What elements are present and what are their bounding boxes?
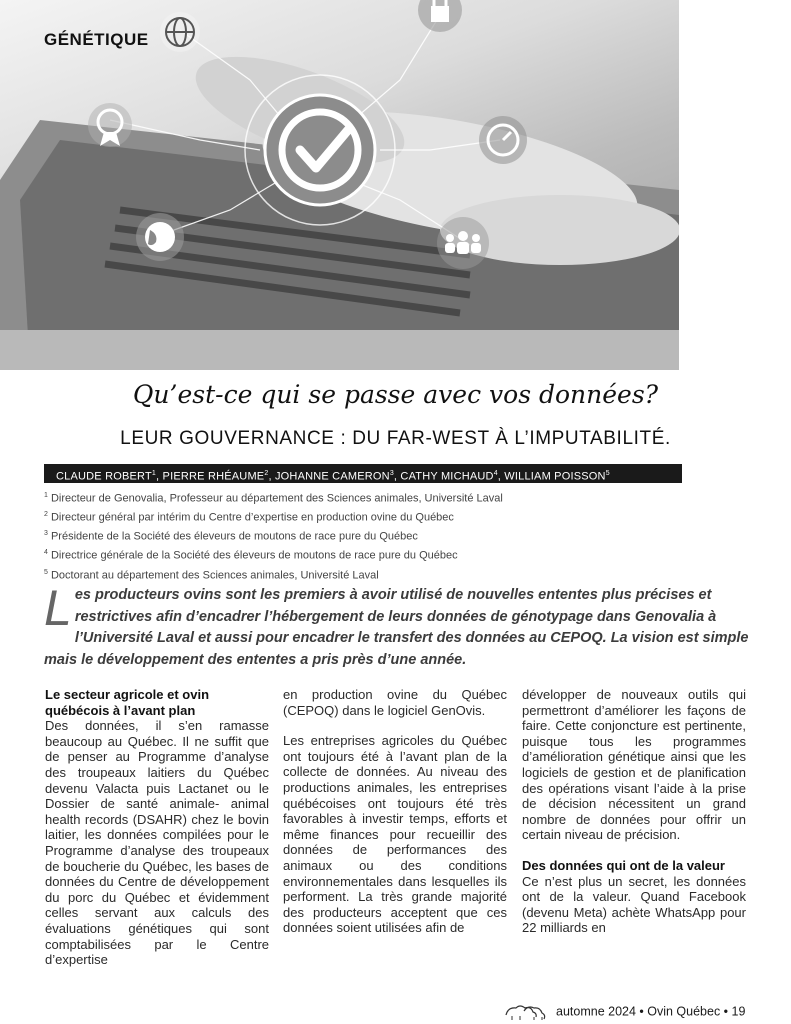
earth-icon: [136, 213, 184, 261]
author-sup: 5: [605, 470, 610, 477]
author-name: CLAUDE ROBERT: [56, 470, 152, 483]
column-1: [45, 687, 269, 968]
affiliation-line: $^2$ Directeur général par intérim du Centre d’expertise en production ovine du Québec: [44, 511, 454, 524]
clock-icon: [479, 116, 527, 164]
badge-icon: [88, 103, 132, 147]
lock-icon: [418, 0, 462, 32]
author-name: JOHANNE CAMERON: [274, 470, 390, 483]
people-icon: [437, 217, 489, 269]
column-3: [522, 687, 746, 936]
section-heading: Le secteur agricole et ovin québécois à l’avant plan: [45, 687, 210, 718]
sheep-logo-icon: [504, 1003, 552, 1021]
body-paragraph: développer de nouveaux outils qui permettront d’améliorer les façons de faire. Cette conjoncture est pertinente, puisque tous les programmes d’amélioration génétique ainsi que les logiciels de gestion et de planification des opérations visant l’aide à la prise de décision nécessitent un grand nombre de données pour offrir un certain niveau de précision.: [522, 687, 746, 843]
section-tag: GÉNÉTIQUE: [44, 30, 149, 49]
author-sup: 2: [264, 470, 269, 477]
authors-bar: CLAUDE ROBERT$^1$, PIERRE RHÉAUME$^2$, JOHANNE CAMERON$^3$, CATHY MICHAUD$^4$, WILLIAM POISSON$^5$: [44, 464, 682, 483]
footer-text: automne 2024 • Ovin Québec • 19: [556, 1004, 746, 1019]
lead-paragraph: [44, 580, 749, 671]
affiliations: [44, 488, 724, 584]
lead-text: es producteurs ovins sont les premiers à avoir utilisé de nouvelles ententes plus précises et restrictives afin d’encadrer l’hébergement de leurs données de génotypage dans Genovalia à l’Université Laval et aussi pour encadrer le transfert des données au CEPOQ. La vision est simple mais le développement des ententes a pris près d’une année.: [44, 587, 749, 668]
affiliation-line: $^1$ Directeur de Genovalia, Professeur au département des Sciences animales, Université Laval: [44, 492, 503, 505]
globe-icon: [160, 12, 200, 52]
author-name: PIERRE RHÉAUME: [162, 470, 265, 483]
author-sup: 4: [493, 470, 498, 477]
author-name: CATHY MICHAUD: [400, 470, 494, 483]
author-sup: 1: [151, 470, 157, 477]
affiliation-line: $^3$ Présidente de la Société des éleveurs de moutons de race pure du Québec: [44, 530, 418, 543]
body-paragraph: Ce n’est plus un secret, les données ont de la valeur. Quand Facebook (devenu Meta) achète WhatsApp pour 22 milliards en: [522, 873, 746, 936]
drop-cap: L: [44, 580, 72, 636]
section-heading: Des données qui ont de la valeur: [522, 857, 725, 873]
column-2: [283, 687, 507, 936]
laptop-illustration: [0, 0, 679, 370]
author-sup: 3: [389, 470, 394, 477]
main-title: LEUR GOUVERNANCE : DU FAR-WEST À L’IMPUTABILITÉ.: [120, 428, 671, 449]
affiliation-line: $^4$ Directrice générale de la Société des éleveurs de moutons de race pure du Québec: [44, 549, 458, 563]
body-paragraph: Des données, il s’en ramasse beaucoup au Québec. Il ne suffit que de penser au Programme d’analyse des troupeaux laitiers du Québec devenu Valacta puis Lactanet ou le Dossier de santé animale- animal health records (DSAHR) chez le bovin laitier, les données compilées pour le Programme d’analyse des troupeaux de boucherie du Québec, les bases de données du Centre de développement du porc du Québec et évidemment celles servant aux calculs des évaluations génétiques qui sont comptabilisées par le Centre d’expertise: [45, 718, 269, 968]
body-paragraph: Les entreprises agricoles du Québec ont toujours été à l’avant plan de la collecte de données. Au niveau des productions animales, les entreprises québécoises ont toujours été très favorables à investir temps, efforts et même finances pour recueillir des données de performances des animaux ou des conditions environnementales dans lesquelles ils performent. La très grande majorité des producteurs acceptent que ces données soient utilisées afin de: [283, 733, 507, 936]
author-name: WILLIAM POISSON: [504, 470, 606, 483]
body-paragraph: en production ovine du Québec (CEPOQ) dans le logiciel GenOvis.: [283, 687, 507, 718]
affiliation-line: $^5$ Doctorant au département des Sciences animales, Université Laval: [44, 568, 379, 582]
hero-image: [0, 0, 679, 370]
script-title: Qu’est-ce qui se passe avec vos données?: [132, 380, 659, 409]
page-footer: [504, 1003, 774, 1021]
